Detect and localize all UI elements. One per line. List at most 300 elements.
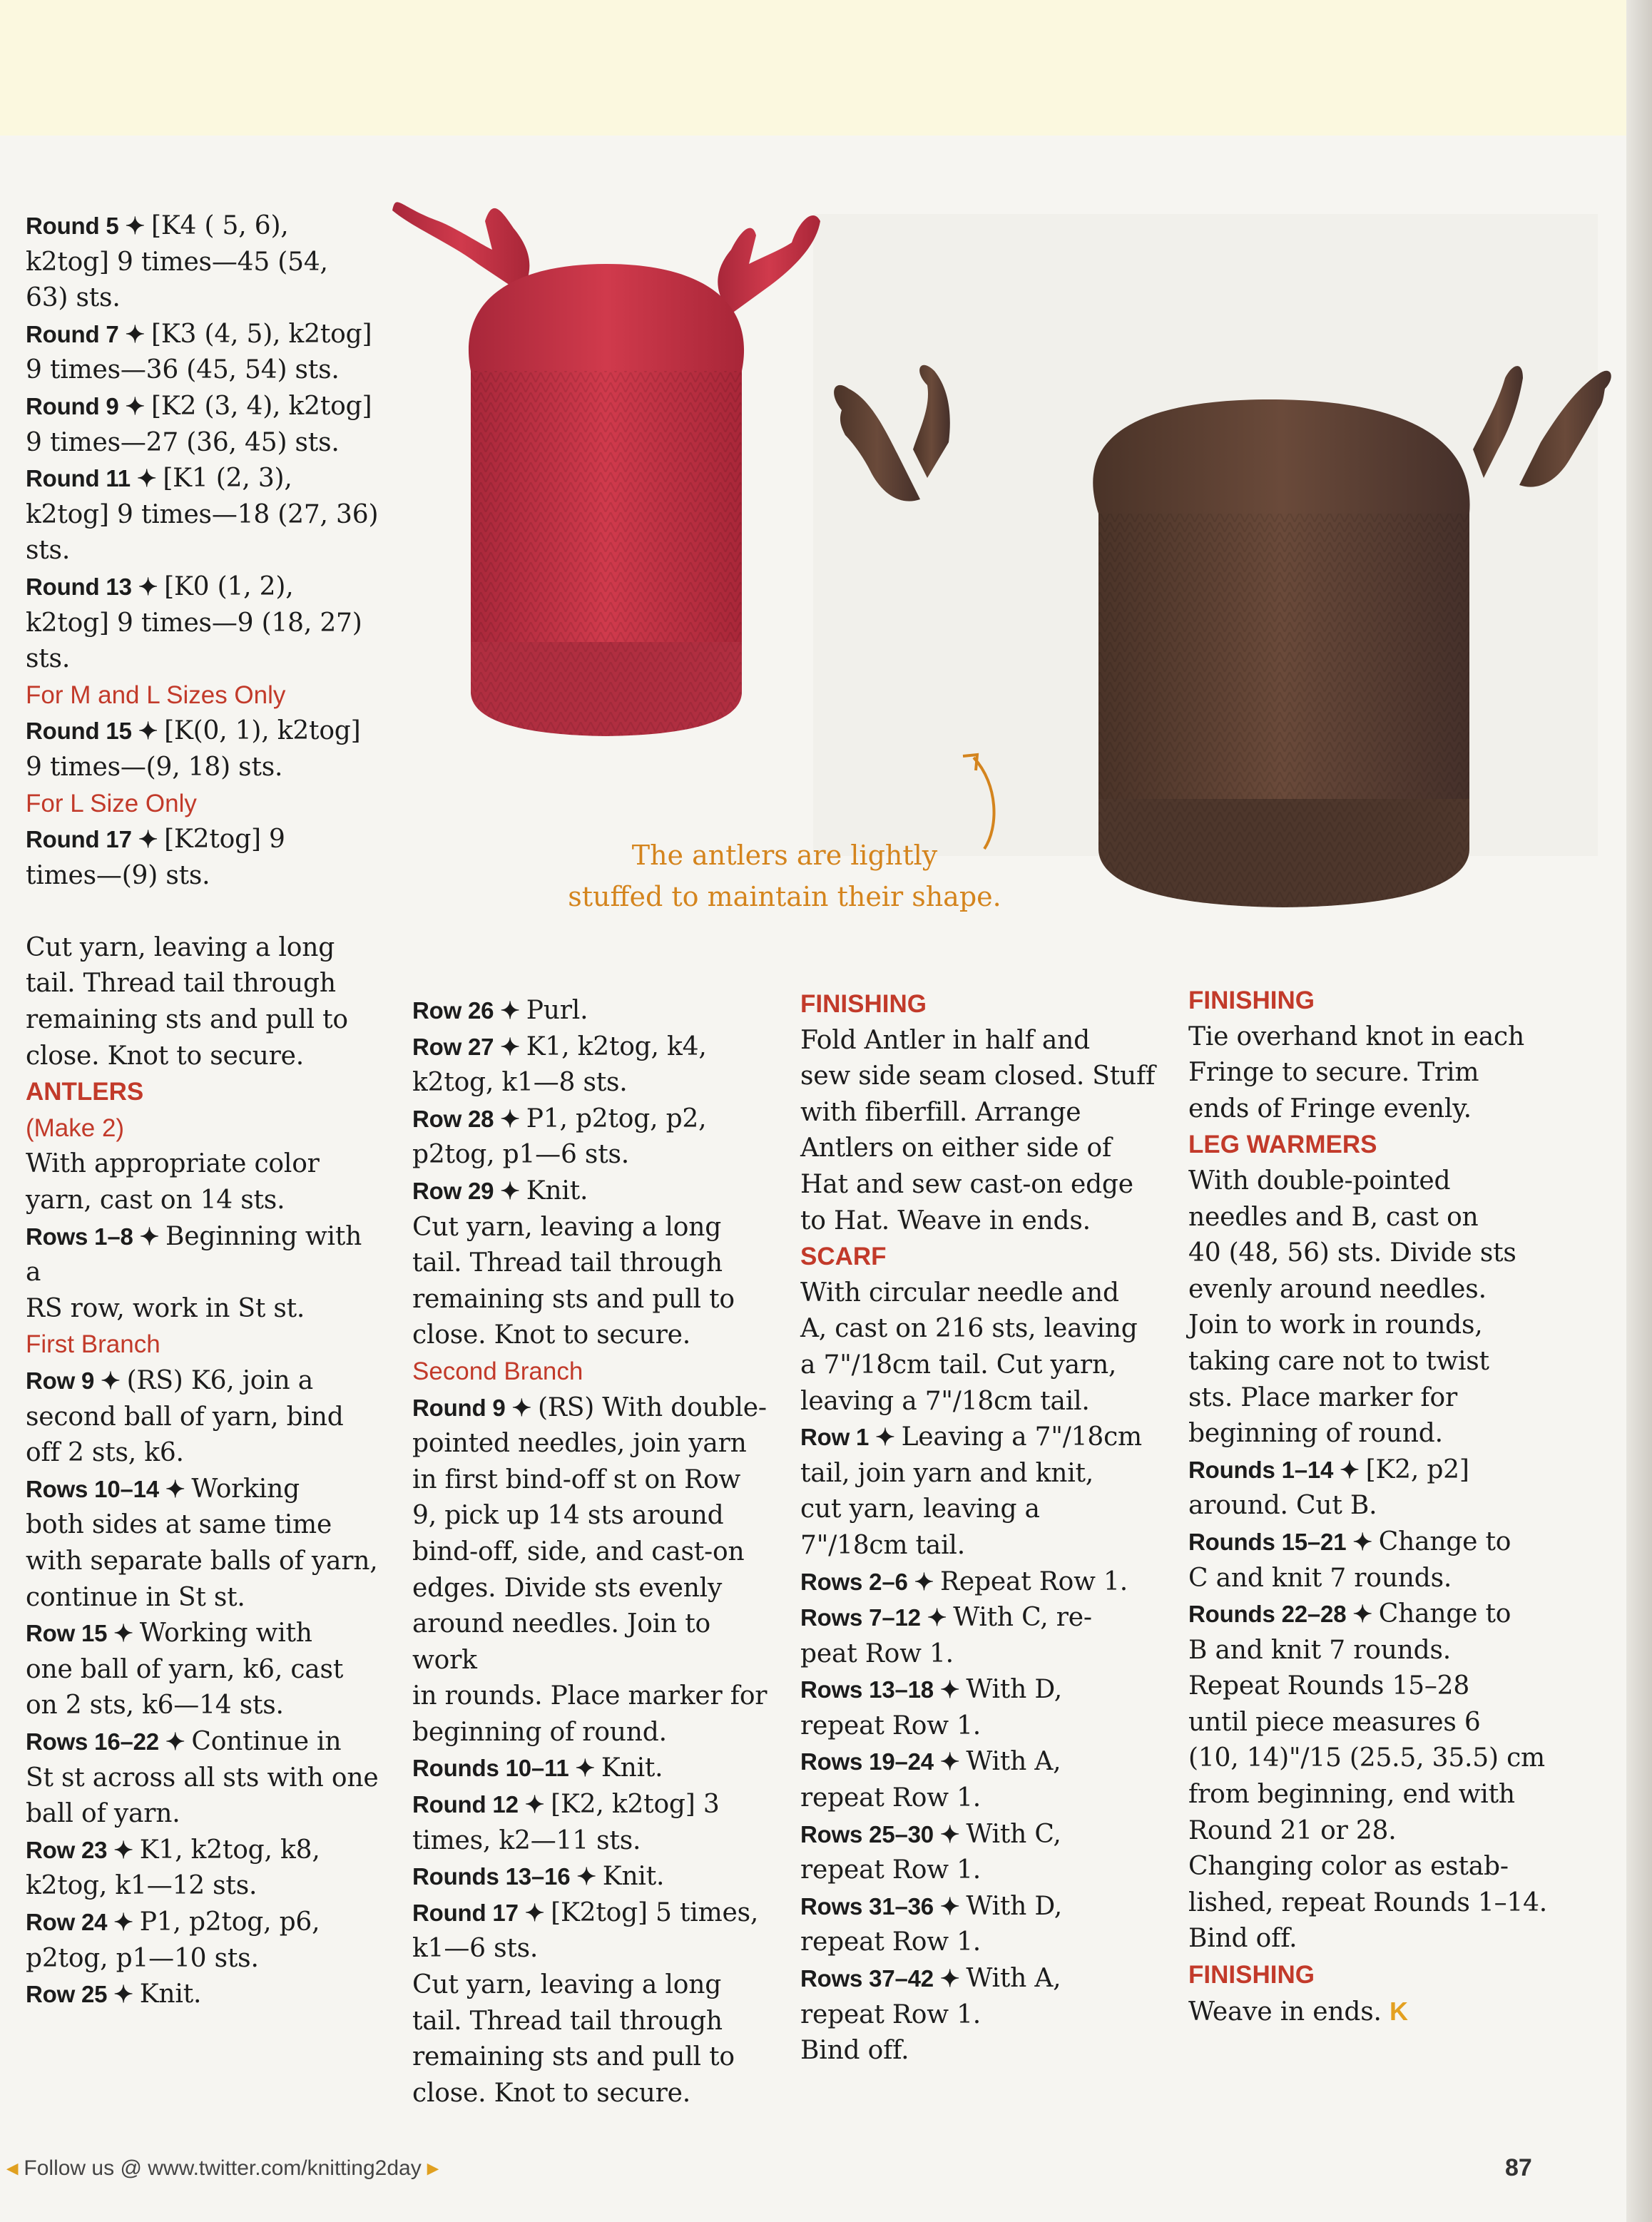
step-label: Rows 7–12 ✦ [800,1604,954,1631]
step-label: Row 1 ✦ [800,1424,902,1451]
step-text: Round 21 or 28. [1188,1815,1397,1845]
step-label: Row 9 ✦ [26,1367,127,1394]
step-label: Row 15 ✦ [26,1620,140,1647]
section-heading: SCARF [800,1243,887,1271]
step-text: K1, k2tog, k4, [526,1031,707,1061]
step-text: [K1 (2, 3), [163,464,292,494]
step-text: 9 times—(9, 18) sts. [26,752,283,782]
step-text: With D, [966,1891,1062,1921]
step-text: [K4 ( 5, 6), [151,211,289,240]
step-text: Cut yarn, leaving a long [26,932,335,962]
step-label: Row 28 ✦ [412,1105,526,1132]
step-text: sts. [26,536,71,566]
step-text: 9, pick up 14 sts around [412,1501,724,1531]
step-text: Working [191,1474,300,1504]
section-heading: LEG WARMERS [1188,1131,1377,1159]
instruction-line [412,993,776,1029]
step-text: around needles. Join to work [412,1609,711,1675]
step-text: [K2, p2] [1365,1454,1469,1484]
step-text: lished, repeat Rounds 1–14. [1188,1887,1548,1917]
instruction-line [800,1384,1171,1420]
step-label: Rows 2–6 ✦ [800,1568,941,1595]
step-text: Change to [1378,1599,1511,1629]
step-label: Row 29 ✦ [412,1177,526,1204]
step-text: With double-pointed [1188,1166,1451,1196]
instruction-line [412,1245,776,1282]
instruction-line [800,1925,1171,1961]
instruction-line [412,2076,776,2112]
instruction-line [26,1400,382,1436]
step-label: Row 24 ✦ [26,1908,140,1935]
instruction-line [1188,1741,1559,1777]
instruction-line [412,1967,776,2004]
instruction-line [412,2004,776,2040]
step-label: Round 17 ✦ [412,1899,551,1926]
step-text: peat Row 1. [800,1639,954,1668]
step-text: Weave in ends. [1188,1997,1382,2027]
step-text: Bind off. [800,2036,909,2066]
step-text: Knit. [602,1862,665,1892]
instruction-line [26,1363,382,1400]
instruction-line [1188,1885,1559,1922]
instruction-line [1188,1235,1559,1272]
step-text: St st across all sts with one [26,1763,379,1793]
instruction-line [412,1137,776,1173]
step-label: Rows 13–18 ✦ [800,1676,967,1703]
instruction-line [412,1895,776,1932]
step-text: in first bind-off st on Row [412,1464,741,1494]
page-header-band [0,0,1652,136]
step-text: Repeat Row 1. [940,1566,1128,1596]
instruction-line [412,1534,776,1571]
footer-twitter-link[interactable]: Follow us @ www.twitter.com/knitting2day [24,2156,422,2180]
step-text: Repeat Rounds 15–28 [1188,1671,1470,1701]
instruction-line [800,1600,1171,1636]
instruction-line [26,569,382,606]
step-label: Round 15 ✦ [26,718,165,745]
step-text: times—(9) sts. [26,860,210,890]
step-text: p2tog, p1—10 sts. [26,1943,259,1973]
instruction-line [412,1065,776,1101]
step-text: Knit. [139,1979,202,2009]
step-text: 9 times—27 (36, 45) sts. [26,427,340,457]
step-text: taking care not to twist [1188,1346,1489,1376]
step-text: both sides at same time [26,1510,332,1540]
instruction-line [412,1931,776,1967]
instruction-line [26,208,382,245]
section-heading: FINISHING [1188,987,1315,1014]
instruction-line [1188,1668,1559,1705]
column-3 [800,987,1171,2069]
section-heading: FINISHING [800,990,927,1018]
instruction-line [26,858,382,895]
instruction-line [26,1724,382,1760]
step-text: with separate balls of yarn, [26,1546,378,1576]
step-text: With C, re- [953,1603,1092,1633]
instruction-line [26,1833,382,1869]
step-text: Beginning with a [26,1221,362,1288]
instruction-line [1188,1488,1559,1524]
instruction-line [26,1580,382,1616]
step-text: from beginning, end with [1188,1780,1515,1810]
instruction-line [1188,1019,1559,1056]
instruction-line [26,1941,382,1977]
step-text: leaving a 7"/18cm tail. [800,1386,1090,1416]
step-text: tail, join yarn and knit, [800,1458,1094,1488]
instruction-line [800,1528,1171,1564]
instruction-line [26,461,382,497]
page-number: 87 [1505,2154,1532,2181]
step-text: K1, k2tog, k8, [139,1835,320,1865]
step-text: Changing color as estab- [1188,1852,1509,1882]
instruction-line [800,1203,1171,1240]
instruction-line [1188,1200,1559,1236]
instruction-line [412,1823,776,1860]
instruction-line [1188,1344,1559,1380]
step-label: Rounds 15–21 ✦ [1188,1528,1379,1555]
instruction-line [26,1905,382,1941]
instruction-line [26,317,382,353]
instruction-line [800,1852,1171,1889]
instruction-line [800,1817,1171,1853]
end-mark-icon: K [1389,1996,1408,2026]
instruction-line [26,750,382,786]
instruction-line [412,1571,776,1607]
step-text: on 2 sts, k6—14 sts. [26,1691,284,1721]
step-text: Purl. [526,996,588,1025]
footer [7,2156,438,2181]
step-text: With A, [966,1964,1061,1994]
section-heading: For L Size Only [26,789,197,817]
step-text: [K0 (1, 2), [164,571,294,601]
instruction-line [1188,1524,1559,1561]
column-1 [26,208,382,2013]
instruction-line [1188,1596,1559,1633]
step-text: Fringe to secure. Trim [1188,1058,1479,1088]
instruction-line [1188,1091,1559,1128]
step-text: to Hat. Weave in ends. [800,1206,1091,1235]
instruction-line [26,822,382,858]
instruction-line [412,1173,776,1210]
instruction-line [1188,1272,1559,1308]
caption-line-2: stuffed to maintain their shape. [568,881,1001,912]
step-label: Rows 25–30 ✦ [800,1820,967,1848]
step-text: With circular needle and [800,1278,1119,1308]
instruction-line [26,425,382,462]
step-label: Round 5 ✦ [26,213,151,239]
instruction-line [1188,1921,1559,1957]
step-text: [K2, k2tog] 3 [551,1790,720,1820]
footer-arrow-right-icon: ▸ [427,2156,439,2180]
instruction-line [26,1760,382,1797]
instruction-line [800,1275,1171,1312]
step-label: Rows 1–8 ✦ [26,1223,166,1250]
step-text: Antlers on either side of [800,1133,1112,1163]
step-text: one ball of yarn, k6, cast [26,1654,344,1684]
instruction-line [800,1059,1171,1095]
step-text: Hat and sew cast-on edge [800,1169,1133,1199]
instruction-line [26,1507,382,1544]
step-text: RS row, work in St st. [26,1293,305,1323]
step-text: yarn, cast on 14 sts. [26,1186,285,1216]
section-heading: For M and L Sizes Only [26,681,286,709]
instruction-line [26,245,382,281]
step-text: remaining sts and pull to [412,2042,735,2072]
step-label: Round 11 ✦ [26,465,163,492]
instruction-line [26,1616,382,1652]
step-text: 63) sts. [26,283,121,313]
step-label: Round 12 ✦ [412,1791,551,1818]
footer-arrow-left-icon: ◂ [7,2156,19,2180]
instruction-line [26,1219,382,1291]
step-text: tail. Thread tail through [412,2006,723,2036]
instruction-line [26,894,382,930]
step-label: Rows 19–24 ✦ [800,1748,967,1775]
step-text: ends of Fringe evenly. [1188,1094,1472,1123]
instruction-line [800,1492,1171,1528]
instruction-line [412,1678,776,1715]
caption-line-1: The antlers are lightly [631,840,938,871]
section-heading: ANTLERS [26,1078,144,1106]
step-label: Rounds 22–28 ✦ [1188,1601,1379,1628]
step-text: pointed needles, join yarn [412,1429,747,1459]
step-text: Knit. [601,1753,663,1783]
step-text: [K3 (4, 5), k2tog] [151,319,372,349]
section-heading: (Make 2) [26,1113,125,1142]
step-text: edges. Divide sts evenly [412,1573,723,1603]
step-label: Rows 10–14 ✦ [26,1475,192,1502]
instruction-line [412,1210,776,1246]
step-text: Join to work in rounds, [1188,1310,1483,1340]
instruction-line [800,1564,1171,1601]
page-edge [1626,0,1652,2222]
instruction-line [412,1787,776,1823]
step-text: sts. Place marker for [1188,1382,1457,1412]
instruction-line [800,2033,1171,2069]
instruction-line [412,1498,776,1534]
step-text: [K2tog] 5 times, [551,1897,759,1927]
instruction-line [1188,1055,1559,1091]
instruction-line [1188,1452,1559,1489]
step-text: P1, p2tog, p2, [526,1104,707,1133]
instruction-line [26,389,382,425]
step-text: P1, p2tog, p6, [139,1907,320,1937]
step-text: [K2tog] 9 [164,825,285,855]
step-label: Rows 37–42 ✦ [800,1965,967,1992]
step-text: repeat Row 1. [800,1711,981,1741]
step-label: Round 9 ✦ [412,1394,538,1421]
instruction-line [1188,1633,1559,1669]
step-label: Row 26 ✦ [412,997,526,1024]
step-text: a 7"/18cm tail. Cut yarn, [800,1350,1117,1380]
step-text: Bind off. [1188,1924,1297,1954]
instruction-line [412,1715,776,1751]
instruction-line [800,1347,1171,1384]
step-label: Rounds 1–14 ✦ [1188,1456,1366,1483]
step-label: Round 7 ✦ [26,320,151,347]
step-text: (RS) K6, join a [126,1366,314,1395]
instruction-line [1188,1994,1559,2031]
instruction-line [26,966,382,1002]
step-text: p2tog, p1—6 sts. [412,1140,629,1170]
instruction-line [26,1146,382,1183]
instruction-line [26,1868,382,1905]
instruction-line [800,1095,1171,1131]
step-text: times, k2—11 sts. [412,1825,641,1855]
instruction-line [26,280,382,317]
instruction-line [26,1472,382,1508]
instruction-line [800,1456,1171,1492]
step-text: k2tog, k1—12 sts. [26,1871,258,1901]
step-text: (RS) With double- [537,1392,767,1422]
step-text: A, cast on 216 sts, leaving [800,1314,1138,1344]
step-text: close. Knot to secure. [26,1041,304,1071]
instruction-line [800,1997,1171,2034]
step-text: With D, [966,1675,1062,1705]
instruction-line [26,1291,382,1327]
instruction-line [26,930,382,967]
step-text: around. Cut B. [1188,1491,1377,1521]
step-text: Change to [1378,1527,1511,1556]
instruction-line [26,497,382,534]
instruction-line [800,1420,1171,1456]
red-antler-hat [392,202,820,736]
column-4 [1188,983,1559,2030]
step-text: With C, [966,1819,1061,1849]
step-text: Knit. [526,1176,588,1206]
step-text: Leaving a 7"/18cm [901,1422,1142,1452]
instruction-line [1188,1849,1559,1885]
step-text: Continue in [191,1726,342,1756]
instruction-line [26,1039,382,1075]
step-text: in rounds. Place marker for [412,1681,768,1711]
step-text: k2tog] 9 times—18 (27, 36) [26,499,379,529]
step-text: [K2 (3, 4), k2tog] [151,391,372,421]
step-text: Fold Antler in half and [800,1025,1090,1055]
step-text: off 2 sts, k6. [26,1438,184,1468]
instruction-line [1188,1308,1559,1344]
step-text: 7"/18cm tail. [800,1530,965,1560]
step-text: ball of yarn. [26,1799,180,1829]
instruction-line [412,1282,776,1318]
step-text: repeat Row 1. [800,1999,981,2029]
step-text: repeat Row 1. [800,1783,981,1813]
step-text: repeat Row 1. [800,1855,981,1885]
hats-photo [371,143,1612,949]
step-text: tail. Thread tail through [412,1248,723,1278]
instruction-line [412,1101,776,1138]
instruction-line [1188,1813,1559,1850]
step-label: Rows 31–36 ✦ [800,1892,967,1920]
instruction-line [26,1435,382,1472]
step-text: remaining sts and pull to [412,1284,735,1314]
instruction-line [26,713,382,750]
step-label: Row 27 ✦ [412,1033,526,1060]
step-text: needles and B, cast on [1188,1202,1479,1232]
instruction-line [26,1977,382,2013]
step-text: With appropriate color [26,1149,320,1179]
instruction-line [1188,1380,1559,1417]
instruction-line [1188,1163,1559,1200]
instruction-line [412,2039,776,2076]
step-text: B and knit 7 rounds. [1188,1635,1452,1665]
step-text: (10, 14)"/15 (25.5, 35.5) cm [1188,1743,1545,1773]
instruction-line [26,1652,382,1688]
section-heading: FINISHING [1188,1961,1315,1989]
instruction-line [26,1002,382,1039]
instruction-line [800,1023,1171,1059]
step-text: repeat Row 1. [800,1927,981,1957]
section-heading: First Branch [26,1330,160,1359]
step-text: k2tog] 9 times—45 (54, [26,247,328,277]
instruction-line [800,1311,1171,1347]
step-text: continue in St st. [26,1582,245,1612]
step-text: k1—6 sts. [412,1934,539,1964]
step-label: Rows 16–22 ✦ [26,1728,192,1755]
step-text: C and knit 7 rounds. [1188,1563,1452,1593]
step-text: Tie overhand knot in each [1188,1021,1524,1051]
instruction-line [412,1318,776,1354]
section-heading: Second Branch [412,1357,583,1385]
instruction-line [800,1744,1171,1780]
instruction-line [1188,1416,1559,1452]
instruction-line [26,1183,382,1219]
step-label: Round 17 ✦ [26,826,165,853]
step-text: Working with [139,1619,312,1648]
instruction-line [26,641,382,678]
step-label: Round 9 ✦ [26,392,151,419]
instruction-line [800,1889,1171,1925]
instruction-line [26,606,382,642]
instruction-line [26,1796,382,1833]
step-label: Row 25 ✦ [26,1981,140,2008]
step-text: cut yarn, leaving a [800,1494,1040,1524]
step-text: bind-off, side, and cast-on [412,1536,745,1566]
instruction-line [412,1750,776,1787]
instruction-line [800,1131,1171,1167]
step-text: With A, [966,1747,1061,1777]
step-text: 40 (48, 56) sts. Divide sts [1188,1238,1516,1268]
instruction-line [1188,1705,1559,1741]
step-label: Row 23 ✦ [26,1836,140,1863]
instruction-line [800,1961,1171,1997]
step-text: with fiberfill. Arrange [800,1097,1081,1127]
step-text: close. Knot to secure. [412,1320,690,1350]
step-text: second ball of yarn, bind [26,1402,344,1432]
instruction-line [800,1708,1171,1745]
instruction-line [412,1859,776,1895]
instruction-line [800,1672,1171,1708]
step-label: Rounds 13–16 ✦ [412,1863,603,1890]
step-text: k2tog] 9 times—9 (18, 27) [26,608,362,638]
step-text: tail. Thread tail through [26,969,336,999]
step-text: close. Knot to secure. [412,2078,690,2108]
step-text: evenly around needles. [1188,1274,1487,1304]
step-text: remaining sts and pull to [26,1005,348,1035]
column-2 [412,993,776,2111]
instruction-line [412,1390,776,1427]
instruction-line [412,1462,776,1499]
step-text: Cut yarn, leaving a long [412,1970,722,2000]
instruction-line [26,352,382,389]
step-text: [K(0, 1), k2tog] [164,716,361,746]
step-text: 9 times—36 (45, 54) sts. [26,355,340,385]
instruction-line [800,1636,1171,1673]
step-text: beginning of round. [1188,1419,1443,1449]
instruction-line [412,1426,776,1462]
step-text: k2tog, k1—8 sts. [412,1068,628,1098]
instruction-line [412,1029,776,1066]
